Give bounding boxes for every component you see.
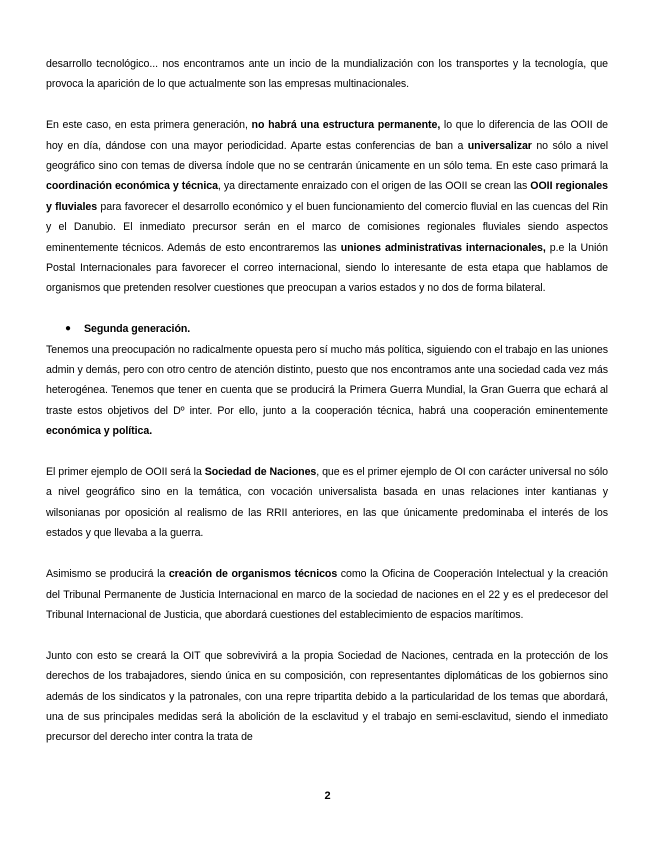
paragraph-6: Junto con esto se creará la OIT que sobrevivirá a la propia Sociedad de Naciones, centrada en la protección de los derechos de los trabajadores, siendo única en su composición, con representantes diplomáticas de los gobiernos sino además de los sindicatos y la patronales, con una repre tripartita debido a la particularidad de los temas que abordará, una de sus principales medidas será la abolición de la esclavitud y el trabajo en semi-esclavitud, siendo el inmediato precursor del derecho inter contra la trata de	[46, 649, 608, 744]
paragraph-5: Asimismo se producirá la creación de organismos técnicos como la Oficina de Cooperación Intelectual y la creación del Tribunal Permanente de Justicia Internacional en marco de la sociedad de naciones en el 22 y es el predecesor del Tribunal Internacional de Justicia, que abordará cuestiones del establecimiento de espacios marítimos.	[46, 568, 609, 621]
paragraph-3: Tenemos una preocupación no radicalmente opuesta pero sí mucho más política, siguiendo con el trabajo en las uniones admin y demás, pero con otro centro de atención distinto, puesto que nos encontramos ante una sociedad cada vez más heterogénea. Tenemos que tener en cuenta que se producirá la Primera Guerra Mundial, la Gran Guerra que echará al traste estos objetivos del Dº inter. Por ello, junto a la cooperación técnica, habrá una cooperación eminentemente económica y política.	[46, 343, 608, 438]
document-body	[46, 54, 608, 748]
paragraph-4: El primer ejemplo de OOII será la Sociedad de Naciones, que es el primer ejemplo de OI con carácter universal no sólo a nivel geográfico sino en la temática, con vocación universalista basada en unas relaciones inter kantianas y wilsonianas por oposición al realismo de las RRII anteriores, en las que únicamente predominaba el interés de los estados y que llevaba a la guerra.	[46, 466, 608, 540]
bullet-icon: ●	[65, 323, 71, 335]
emphasis-admin-unions: uniones administrativas internacionales,	[340, 241, 546, 254]
emphasis-no-permanent-structure: no habrá una estructura permanente,	[251, 119, 441, 132]
bullet-heading: Segunda generación.	[84, 323, 191, 336]
emphasis-league-of-nations: Sociedad de Naciones	[204, 466, 317, 479]
emphasis-coordination: coordinación económica y técnica	[46, 180, 218, 193]
paragraph-2: En este caso, en esta primera generación, no habrá una estructura permanente, lo que lo diferencia de las OOII de hoy en día, dándose con una mayor periodicidad. Aparte estas conferencias de ban a universalizar no sólo a nivel geográfico sino con temas de diversa índole que no se centrarán únicamente en un sólo tema. En este caso primará la coordinación económica y técnica, ya directamente enraizado con el origen de las OOII se crean las OOII regionales y fluviales para favorecer el desarrollo económico y el buen funcionamiento del comercio fluvial en las cuencas del Rin y el Danubio. El inmediato precursor serán en el marco de comisiones regionales fluviales siendo aspectos eminentemente técnicos. Además de esto encontraremos las uniones administrativas internacionales, p.e la Unión Postal Internacionales para favorecer el correo internacional, siendo lo interesante de esta etapa que hablamos de organismos que pretenden resolver cuestiones que preocupan a varios estados y no dos de forma bilateral.	[46, 119, 609, 295]
emphasis-economic-political: económica y política.	[46, 425, 153, 438]
emphasis-technical-organisms: creación de organismos técnicos	[168, 568, 338, 581]
emphasis-regional-fluvial: OOII regionales y fluviales	[46, 180, 608, 213]
page-number: 2	[324, 790, 331, 802]
paragraph-1: desarrollo tecnológico... nos encontramos ante un incio de la mundialización con los transportes y la tecnología, que provoca la aparición de lo que actualmente son las empresas multinacionales.	[46, 58, 608, 91]
bullet-item-second-generation	[46, 319, 608, 339]
emphasis-universalizar: universalizar	[467, 139, 532, 152]
